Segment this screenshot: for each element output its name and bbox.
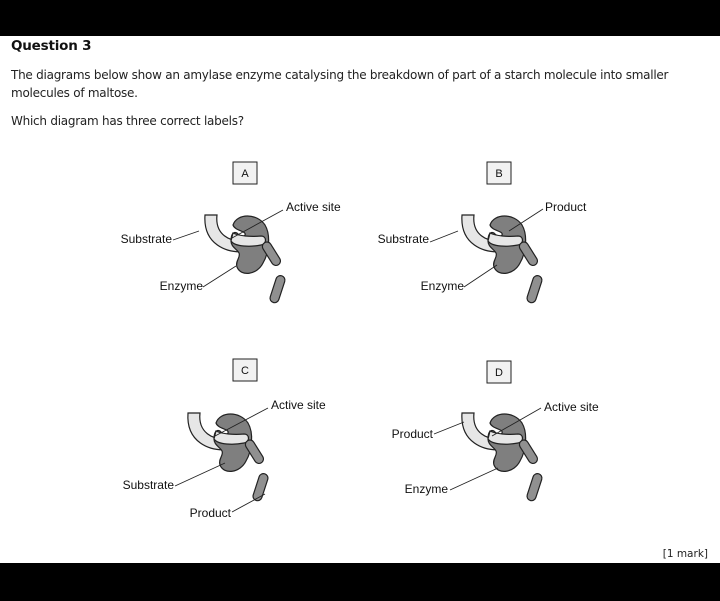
diagram-c [123, 359, 326, 520]
diagram-b-label-substrate: Substrate [377, 232, 429, 246]
diagram-d-label-product: Product [391, 427, 433, 441]
diagram-c-leader-3 [232, 494, 265, 512]
diagram-c-leader-2 [175, 463, 225, 486]
diagram-d-label-enzyme: Enzyme [404, 482, 448, 496]
diagram-a-molecule [205, 215, 286, 304]
diagram-c-label-active-site: Active site [271, 398, 326, 412]
diagram-a-label-substrate: Substrate [120, 232, 172, 246]
diagram-d-molecule [462, 413, 543, 502]
diagram-b [378, 162, 587, 304]
diagram-c-letter: C [241, 365, 249, 377]
question-title: Question 3 [11, 38, 92, 54]
question-text: The diagrams below show an amylase enzyme catalysing the breakdown of part of a starch molecule into smaller molecules of maltose. [11, 68, 669, 100]
diagram-c-label-substrate: Substrate [122, 478, 174, 492]
diagram-a-leader-3 [203, 266, 236, 287]
question-prompt: Which diagram has three correct labels? [11, 114, 244, 128]
diagram-a [121, 162, 341, 304]
diagram-a-label-enzyme: Enzyme [159, 279, 203, 293]
diagram-b-letter: B [495, 168, 503, 180]
diagram-d-leader-3 [450, 468, 498, 490]
diagram-a-letter: A [241, 168, 249, 180]
diagram-a-label-active-site: Active site [286, 200, 341, 214]
diagram-d-letter: D [495, 367, 503, 379]
diagram-d [392, 361, 599, 502]
diagram-b-molecule [462, 215, 543, 304]
diagram-c-molecule [188, 413, 269, 502]
diagram-b-leader-3 [464, 265, 497, 287]
diagram-c-label-product: Product [189, 506, 231, 520]
diagram-b-leader-2 [430, 231, 458, 242]
mark-allocation: [1 mark] [662, 548, 708, 560]
diagram-a-leader-2 [173, 231, 199, 240]
diagram-b-label-product: Product [545, 200, 587, 214]
diagram-b-label-enzyme: Enzyme [420, 279, 464, 293]
diagram-d-leader-2 [434, 422, 464, 434]
diagram-area [0, 36, 720, 563]
diagram-d-label-active-site: Active site [544, 400, 599, 414]
question-sheet [0, 36, 720, 563]
